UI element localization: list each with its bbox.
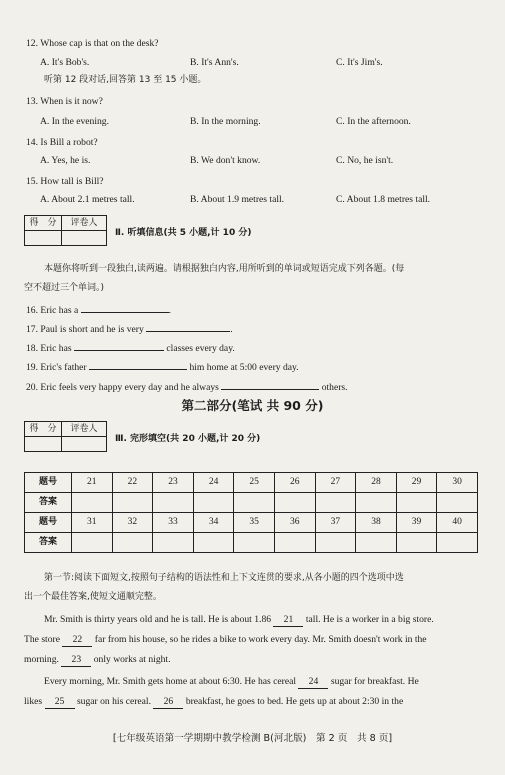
answer-blank-20[interactable] [221, 380, 319, 390]
table-row: 答案 [25, 533, 478, 553]
answer-cell[interactable] [234, 533, 275, 553]
section-2-instruction-1: 本题你将听到一段独白,读两遍。请根据独白内容,用所听到的单词或短语完成下列各题。(每 [44, 264, 405, 274]
fill-item-18: 18. Eric has classes every day. [26, 343, 235, 354]
cloze-instruction-2: 出一个最佳答案,使短文通顺完整。 [24, 592, 162, 602]
answer-cell[interactable] [193, 493, 234, 513]
passage-line-1: Mr. Smith is thirty years old and he is tall. He is about 1.86 21 tall. He is a worker in a big store. [44, 614, 434, 625]
answer-cell[interactable] [437, 533, 478, 553]
passage-line-3: morning. 23 only works at night. [24, 654, 171, 665]
table-row: 题号 31 32 33 34 35 36 37 38 39 40 [25, 513, 478, 533]
answer-cell[interactable] [437, 493, 478, 513]
answer-cell[interactable] [153, 493, 194, 513]
table-row: 答案 [25, 493, 478, 513]
answer-blank-18[interactable] [74, 341, 164, 351]
answer-blank-19[interactable] [89, 360, 187, 370]
option-13c: C. In the afternoon. [336, 116, 411, 127]
option-13a: A. In the evening. [40, 116, 110, 127]
answer-cell[interactable] [315, 493, 356, 513]
answer-cell[interactable] [274, 493, 315, 513]
option-12c: C. It's Jim's. [336, 57, 383, 68]
section-2-title: Ⅱ. 听填信息(共 5 小题,计 10 分) [115, 228, 252, 238]
answer-cell[interactable] [112, 493, 153, 513]
answer-cell[interactable] [72, 533, 113, 553]
passage-line-5: likes 25 sugar on his cereal. 26 breakfast, he goes to bed. He gets up at about 2:30 in the [24, 696, 404, 707]
answer-cell[interactable] [315, 533, 356, 553]
answer-cell[interactable] [72, 493, 113, 513]
section-2-instruction-2: 空不超过三个单词。) [24, 283, 105, 293]
part-2-title: 第二部分(笔试 共 90 分) [181, 398, 324, 413]
option-15b: B. About 1.9 metres tall. [190, 194, 285, 205]
score-box-2: 得 分 评卷人 [24, 421, 107, 452]
passage-line-4: Every morning, Mr. Smith gets home at about 6:30. He has cereal 24 sugar for breakfast. He [44, 676, 419, 687]
answer-blank-16[interactable] [81, 303, 169, 313]
answer-table [24, 472, 478, 553]
fill-item-16: 16. Eric has a . [26, 305, 172, 316]
cloze-instruction-1: 第一节:阅读下面短文,按照句子结构的语法性和上下文连贯的要求,从各小题的四个选项中选 [44, 573, 404, 583]
cloze-blank-24[interactable]: 24 [298, 676, 328, 689]
answer-cell[interactable] [356, 493, 397, 513]
dialogue-note: 听第 12 段对话,回答第 13 至 15 小题。 [44, 75, 207, 85]
answer-cell[interactable] [234, 493, 275, 513]
option-14c: C. No, he isn't. [336, 155, 394, 166]
answer-cell[interactable] [153, 533, 194, 553]
option-14a: A. Yes, he is. [40, 155, 91, 166]
answer-cell[interactable] [193, 533, 234, 553]
answer-blank-17[interactable] [146, 322, 230, 332]
score-cell[interactable] [25, 437, 62, 452]
fill-item-20: 20. Eric feels very happy every day and he always others. [26, 382, 348, 393]
cloze-blank-26[interactable]: 26 [153, 696, 183, 709]
question-15: 15. How tall is Bill? [26, 176, 104, 187]
fill-item-19: 19. Eric's father him home at 5:00 every day. [26, 362, 299, 373]
option-15a: A. About 2.1 metres tall. [40, 194, 135, 205]
question-12: 12. Whose cap is that on the desk? [26, 38, 159, 49]
marker-cell[interactable] [62, 437, 107, 452]
fill-item-17: 17. Paul is short and he is very . [26, 324, 233, 335]
score-box-1: 得 分 评卷人 [24, 215, 107, 246]
answer-cell[interactable] [396, 493, 437, 513]
question-13: 13. When is it now? [26, 96, 103, 107]
score-cell[interactable] [25, 231, 62, 246]
section-3-title: Ⅲ. 完形填空(共 20 小题,计 20 分) [115, 434, 261, 444]
option-13b: B. In the morning. [190, 116, 261, 127]
answer-cell[interactable] [112, 533, 153, 553]
option-15c: C. About 1.8 metres tall. [336, 194, 431, 205]
cloze-blank-23[interactable]: 23 [61, 654, 91, 667]
answer-cell[interactable] [356, 533, 397, 553]
cloze-blank-21[interactable]: 21 [273, 614, 303, 627]
question-14: 14. Is Bill a robot? [26, 137, 98, 148]
option-12b: B. It's Ann's. [190, 57, 239, 68]
answer-cell[interactable] [274, 533, 315, 553]
page-footer: [七年级英语第一学期期中教学检测 B(河北版) 第 2 页 共 8 页] [112, 733, 393, 744]
option-14b: B. We don't know. [190, 155, 261, 166]
cloze-blank-22[interactable]: 22 [62, 634, 92, 647]
option-12a: A. It's Bob's. [40, 57, 90, 68]
passage-line-2: The store 22 far from his house, so he rides a bike to work every day. Mr. Smith doesn't work in the [24, 634, 427, 645]
table-row: 题号 21 22 23 24 25 26 27 28 29 30 [25, 473, 478, 493]
answer-cell[interactable] [396, 533, 437, 553]
marker-cell[interactable] [62, 231, 107, 246]
cloze-blank-25[interactable]: 25 [45, 696, 75, 709]
